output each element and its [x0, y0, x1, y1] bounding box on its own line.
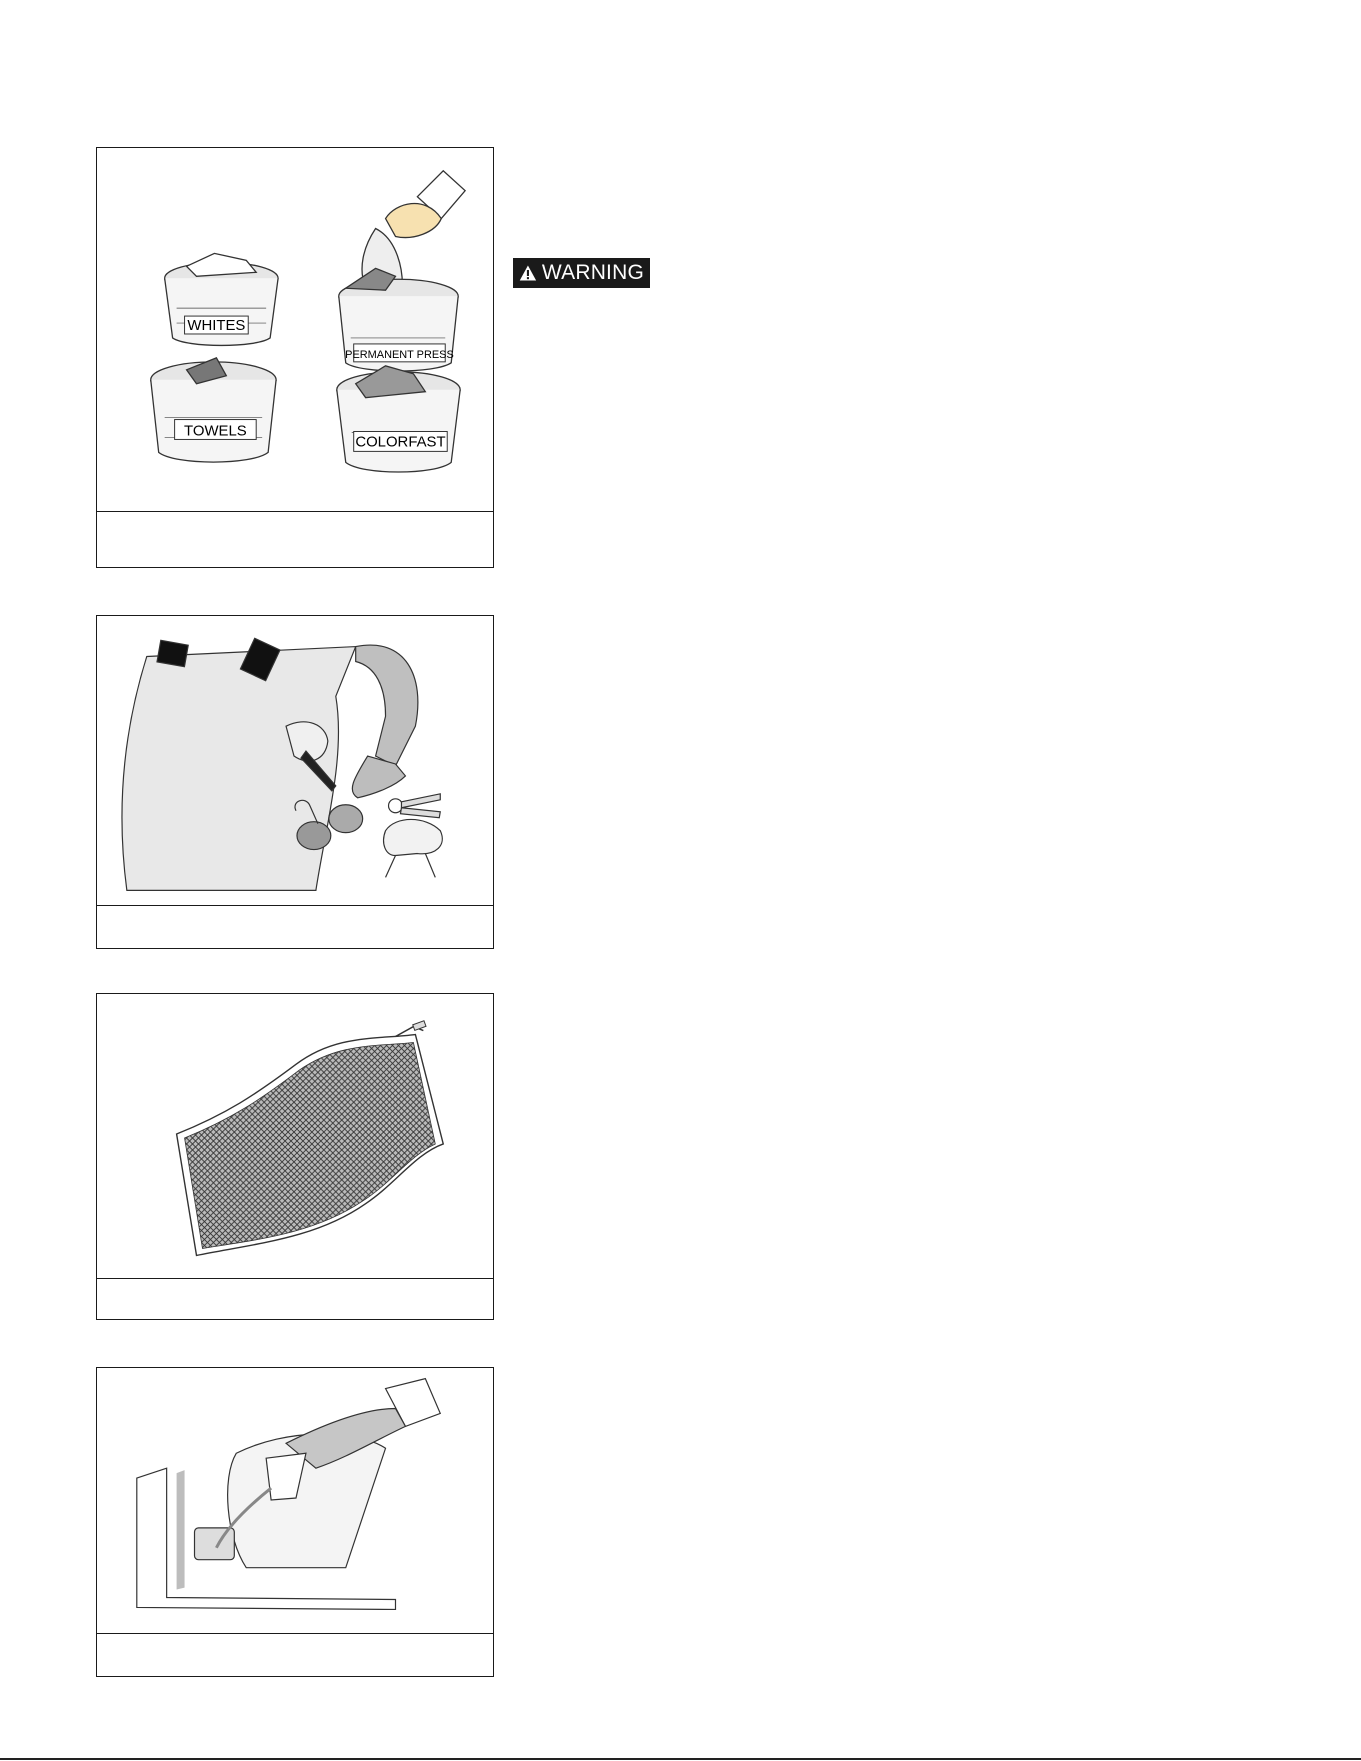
add-detergent-illustration [97, 1368, 493, 1635]
figure-caption [97, 511, 493, 567]
basket-label-whites: WHITES [187, 317, 246, 335]
basket-label-towels: TOWELS [184, 422, 247, 440]
figure-caption [97, 1278, 493, 1319]
figure-caption [97, 1633, 493, 1676]
sort-laundry-illustration [97, 148, 493, 513]
exclamation-triangle-icon [519, 262, 537, 284]
figure-add-detergent [96, 1367, 494, 1677]
figure-mesh-bag [96, 993, 494, 1320]
mesh-bag-illustration [97, 994, 493, 1280]
basket-label-permanent-press: PERMANENT PRESS [345, 348, 454, 361]
figure-caption [97, 905, 493, 948]
warning-label: WARNING [541, 261, 644, 284]
page-bottom-rule [0, 1758, 1361, 1760]
figure-sort-laundry [96, 147, 494, 568]
basket-label-colorfast: COLORFAST [355, 433, 446, 451]
empty-pockets-illustration [97, 616, 493, 907]
figure-empty-pockets [96, 615, 494, 949]
warning-badge [513, 258, 650, 288]
